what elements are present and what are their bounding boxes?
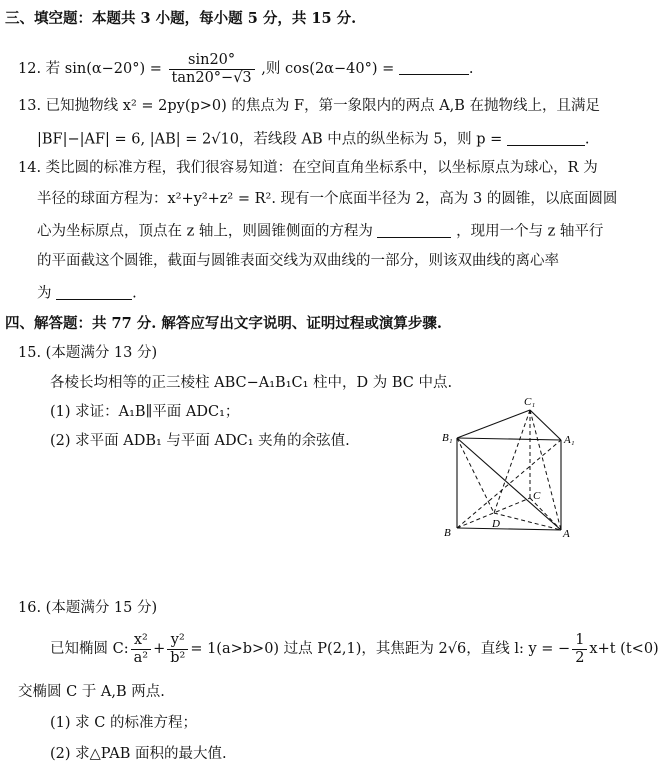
q14-line2: 半径的球面方程为：x²+y²+z² = R². 现有一个底面半径为 2，高为 3 的圆锥，以底面圆圆 — [37, 191, 618, 207]
q15-part2: (2) 求平面 ADB₁ 与平面 ADC₁ 夹角的余弦值. — [50, 433, 350, 449]
line-C1A — [530, 410, 561, 530]
q12-number: 12. — [18, 61, 42, 78]
label-C1: C₁ — [524, 396, 536, 408]
q12-answer-blank[interactable] — [399, 60, 469, 76]
label-D: D — [492, 518, 500, 530]
line-slope-numerator: 1 — [572, 632, 587, 650]
question-12: 12. 若 sin(α−20°) = $\frac{\sin 20^\circ}{\tan 20^\circ-√3}$ ,则 cos(2α−40°) = . — [18, 52, 474, 86]
ellipse-y-numerator: y² — [167, 632, 188, 650]
q15-title: 15. (本题满分 13 分) — [18, 345, 158, 361]
q12-prefix: 若 sin(α−20°) = — [45, 61, 162, 78]
prism-figure — [440, 393, 590, 548]
q13-answer-blank[interactable] — [507, 130, 585, 146]
q15-part1: (1) 求证：A₁B∥平面 ADC₁； — [50, 404, 240, 420]
q14-line4: 的平面截这个圆锥，截面与圆锥表面交线为双曲线的一部分，则该双曲线的离心率 — [37, 253, 559, 269]
q14-line1: 14. 类比圆的标准方程，我们很容易知道：在空间直角坐标系中，以坐标原点为球心，R 为 — [18, 160, 598, 176]
line-slope-fraction — [572, 632, 587, 666]
q12-fraction — [169, 52, 255, 86]
edge-CA — [530, 498, 561, 530]
ellipse-x-denominator: a² — [133, 649, 149, 666]
q16-stem: 已知椭圆 C: $\frac{\text{x²}}{\text{a²}}$ + $\frac{\text{y²}}{\text{b²}}$ = 1(a>b>0) 过点 P(2,1)，其焦距为 2√6，直线 l: y = − $\frac{1}{2}$ x+t (t<0) — [50, 632, 659, 666]
edge-C1A1 — [530, 410, 561, 440]
label-C: C — [533, 490, 541, 502]
q14-answer-blank-1[interactable] — [377, 222, 451, 238]
q14-answer-blank-2[interactable] — [56, 284, 132, 300]
edge-B1A1 — [457, 438, 561, 440]
section-4-heading: 四、解答题：共 77 分. 解答应写出文字说明、证明过程或演算步骤. — [5, 315, 442, 332]
line-B1D — [457, 438, 494, 513]
q16-stem-middle: = 1(a>b>0) 过点 P(2,1)，其焦距为 2√6，直线 l: y = − — [190, 641, 571, 658]
q16-title: 16. (本题满分 15 分) — [18, 600, 158, 616]
q16-stem-prefix: 已知椭圆 C: — [50, 641, 129, 658]
q12-suffix: ,则 cos(2α−40°) = — [261, 61, 395, 78]
edge-B1C1 — [457, 410, 530, 438]
q16-line2: 交椭圆 C 于 A,B 两点. — [18, 684, 165, 700]
label-B1: B₁ — [442, 432, 453, 444]
question-13-line2: |BF|−|AF| = 6, |AB| = 2√10，若线段 AB 中点的纵坐标为 5，则 p = . — [37, 131, 590, 148]
ellipse-y-fraction — [167, 632, 188, 666]
label-A1: A₁ — [564, 434, 575, 446]
q12-fraction-numerator: sin20° — [169, 52, 255, 70]
q15-stem: 各棱长均相等的正三棱柱 ABC−A₁B₁C₁ 柱中，D 为 BC 中点. — [50, 375, 453, 391]
ellipse-x-numerator: x² — [131, 632, 151, 650]
label-B: B — [444, 527, 451, 539]
question-14-line3 — [37, 222, 603, 241]
edge-BA — [457, 528, 561, 530]
label-A: A — [563, 528, 570, 540]
section-3-heading: 三、填空题：本题共 3 小题，每小题 5 分，共 15 分. — [5, 10, 357, 27]
q14-line3b-text: ，现用一个与 z 轴平行 — [456, 223, 604, 240]
q12-fraction-denominator: tan20°−√3 — [171, 69, 252, 86]
q16-part1: (1) 求 C 的标准方程； — [50, 715, 197, 731]
question-14-line5: 为 . — [37, 285, 137, 302]
q13-line1: 13. 已知抛物线 x² = 2py(p>0) 的焦点为 F，第一象限内的两点 A,B 在抛物线上，且满足 — [18, 98, 601, 114]
q16-part2: (2) 求△PAB 面积的最大值. — [50, 746, 227, 762]
q14-line5-text: 为 — [37, 285, 52, 302]
line-slope-denominator: 2 — [575, 649, 585, 666]
q14-line3-text: 心为坐标原点，顶点在 z 轴上，则圆锥侧面的方程为 — [37, 223, 373, 240]
line-B1A — [457, 438, 561, 530]
ellipse-x-fraction — [131, 632, 151, 666]
q16-stem-suffix: x+t (t<0) — [589, 641, 659, 658]
q13-line2-text: |BF|−|AF| = 6, |AB| = 2√10，若线段 AB 中点的纵坐标为 5，则 p = — [37, 131, 503, 148]
ellipse-y-denominator: b² — [170, 649, 186, 666]
